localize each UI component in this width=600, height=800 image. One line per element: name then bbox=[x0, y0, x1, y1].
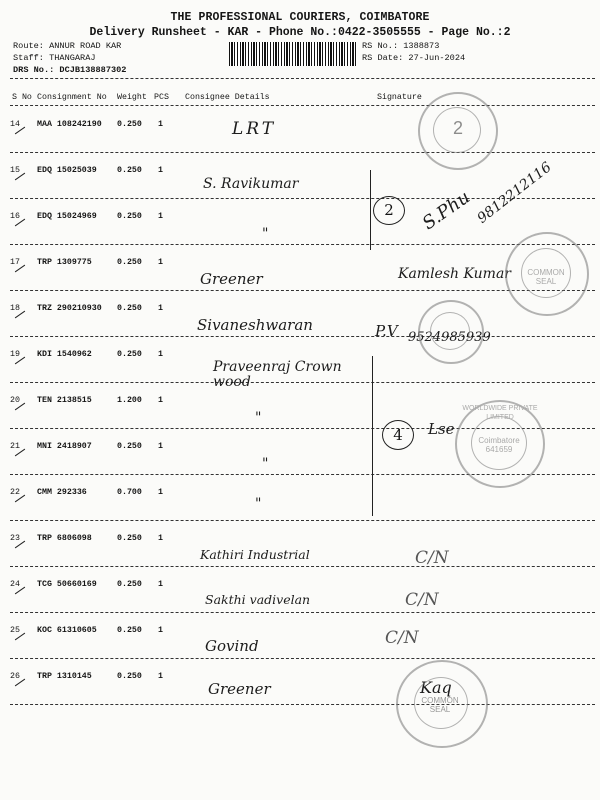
row-divider bbox=[10, 658, 595, 659]
row-pcs: 1 bbox=[158, 626, 163, 635]
row-weight: 0.250 bbox=[117, 580, 142, 589]
company-stamp-1: 2 bbox=[418, 92, 498, 170]
row-consignment-no: EDQ 15025039 bbox=[37, 166, 97, 175]
column-header-consignment: Consignment No bbox=[37, 93, 107, 102]
header-divider-top bbox=[10, 78, 595, 79]
phone-note-16: 9812212116 bbox=[474, 159, 555, 227]
row-weight: 0.250 bbox=[117, 304, 142, 313]
column-header-sno: S No bbox=[12, 93, 32, 102]
group-bracket-15-16 bbox=[360, 170, 371, 250]
column-header-consignee: Consignee Details bbox=[185, 93, 270, 102]
company-stamp-3 bbox=[418, 300, 484, 364]
handwritten-consignee-20: " bbox=[255, 410, 262, 426]
row-weight: 0.250 bbox=[117, 258, 142, 267]
handwritten-consignee-26: Greener bbox=[208, 680, 271, 698]
row-weight: 1.200 bbox=[117, 396, 142, 405]
row-consignment-no: KDI 1540962 bbox=[37, 350, 92, 359]
signature-scribble-15: S.Phu bbox=[418, 186, 474, 235]
row-pcs: 1 bbox=[158, 166, 163, 175]
row-sno: 17 bbox=[10, 258, 20, 267]
signature-cn-25: C/N bbox=[385, 628, 419, 648]
row-weight: 0.250 bbox=[117, 166, 142, 175]
group-bracket-19-22 bbox=[362, 356, 373, 516]
handwritten-consignee-14: LRT bbox=[232, 119, 277, 139]
row-consignment-no: TCG 50660169 bbox=[37, 580, 97, 589]
handwritten-consignee-15: S. Ravikumar bbox=[203, 176, 299, 192]
rs-number: RS No.: 1388873 bbox=[362, 41, 440, 51]
row-pcs: 1 bbox=[158, 120, 163, 129]
row-consignment-no: TRP 1310145 bbox=[37, 672, 92, 681]
route-text: Route: ANNUR ROAD KAR bbox=[13, 41, 122, 51]
row-weight: 0.250 bbox=[117, 212, 142, 221]
row-pcs: 1 bbox=[158, 580, 163, 589]
row-consignment-no: TEN 2138515 bbox=[37, 396, 92, 405]
row-weight: 0.250 bbox=[117, 534, 142, 543]
row-consignment-no: MAA 108242190 bbox=[37, 120, 102, 129]
row-sno: 25 bbox=[10, 626, 20, 635]
row-weight: 0.250 bbox=[117, 672, 142, 681]
handwritten-consignee-22: " bbox=[255, 496, 262, 512]
row-sno: 20 bbox=[10, 396, 20, 405]
row-sno: 23 bbox=[10, 534, 20, 543]
handwritten-consignee-21: " bbox=[262, 456, 269, 472]
company-stamp-2: COMMON SEAL bbox=[505, 232, 589, 316]
row-consignment-no: MNI 2418907 bbox=[37, 442, 92, 451]
handwritten-consignee-17: Greener bbox=[200, 270, 263, 288]
row-weight: 0.700 bbox=[117, 488, 142, 497]
signature-cn-23: C/N bbox=[415, 548, 449, 568]
circled-count-b: 4 bbox=[382, 420, 414, 450]
row-consignment-no: KOC 61310605 bbox=[37, 626, 97, 635]
handwritten-consignee-25: Govind bbox=[205, 637, 259, 655]
company-stamp-4: WORLDWIDE PRIVATE LIMITED Coimbatore 641659 bbox=[455, 400, 545, 488]
row-sno: 16 bbox=[10, 212, 20, 221]
row-divider bbox=[10, 704, 595, 705]
handwritten-consignee-24: Sakthi vadivelan bbox=[205, 592, 311, 607]
column-header-pcs: PCS bbox=[154, 93, 169, 102]
row-divider bbox=[10, 566, 595, 567]
row-divider bbox=[10, 520, 595, 521]
drs-number: DRS No.: DCJB138887302 bbox=[13, 65, 127, 75]
row-sno: 24 bbox=[10, 580, 20, 589]
row-sno: 14 bbox=[10, 120, 20, 129]
row-sno: 26 bbox=[10, 672, 20, 681]
signature-scribble-20: Lse bbox=[428, 420, 455, 438]
row-pcs: 1 bbox=[158, 488, 163, 497]
row-sno: 19 bbox=[10, 350, 20, 359]
signature-17: Kamlesh Kumar bbox=[398, 266, 511, 282]
row-sno: 15 bbox=[10, 166, 20, 175]
rs-date: RS Date: 27-Jun-2024 bbox=[362, 53, 466, 63]
barcode bbox=[229, 42, 357, 66]
row-sno: 21 bbox=[10, 442, 20, 451]
phone-note-18: 9524985939 bbox=[408, 330, 491, 345]
row-weight: 0.250 bbox=[117, 626, 142, 635]
handwritten-consignee-23: Kathiri Industrial bbox=[200, 547, 310, 562]
row-sno: 18 bbox=[10, 304, 20, 313]
circled-count-a: 2 bbox=[373, 196, 405, 225]
handwritten-consignee-16: " bbox=[262, 226, 269, 242]
row-divider bbox=[10, 244, 595, 245]
handwritten-consignee-18: Sivaneshwaran bbox=[197, 316, 313, 334]
company-stamp-5: COMMON SEAL bbox=[396, 660, 488, 748]
row-consignment-no: EDQ 15024969 bbox=[37, 212, 97, 221]
row-weight: 0.250 bbox=[117, 442, 142, 451]
staff-text: Staff: THANGARAJ bbox=[13, 53, 96, 63]
row-sno: 22 bbox=[10, 488, 20, 497]
row-weight: 0.250 bbox=[117, 350, 142, 359]
company-title: THE PROFESSIONAL COURIERS, COIMBATORE bbox=[170, 11, 430, 24]
row-divider bbox=[10, 336, 595, 337]
column-header-weight: Weight bbox=[117, 93, 147, 102]
column-header-signature: Signature bbox=[377, 93, 422, 102]
row-weight: 0.250 bbox=[117, 120, 142, 129]
row-pcs: 1 bbox=[158, 672, 163, 681]
row-pcs: 1 bbox=[158, 534, 163, 543]
header-divider-bottom bbox=[10, 105, 595, 106]
row-consignment-no: TRP 1309775 bbox=[37, 258, 92, 267]
row-pcs: 1 bbox=[158, 442, 163, 451]
row-pcs: 1 bbox=[158, 304, 163, 313]
row-divider bbox=[10, 152, 595, 153]
row-consignment-no: TRP 6806098 bbox=[37, 534, 92, 543]
row-pcs: 1 bbox=[158, 350, 163, 359]
signature-scribble-26: Kaq bbox=[420, 678, 452, 697]
row-pcs: 1 bbox=[158, 212, 163, 221]
signature-scribble-18: P.V bbox=[375, 322, 398, 340]
row-pcs: 1 bbox=[158, 396, 163, 405]
row-consignment-no: CMM 292336 bbox=[37, 488, 87, 497]
signature-cn-24: C/N bbox=[405, 590, 439, 610]
row-consignment-no: TRZ 290210930 bbox=[37, 304, 102, 313]
runsheet-subtitle: Delivery Runsheet - KAR - Phone No.:0422-3505555 - Page No.:2 bbox=[89, 26, 511, 39]
row-pcs: 1 bbox=[158, 258, 163, 267]
row-divider bbox=[10, 612, 595, 613]
handwritten-consignee-19: Praveenraj Crown wood bbox=[213, 359, 342, 390]
